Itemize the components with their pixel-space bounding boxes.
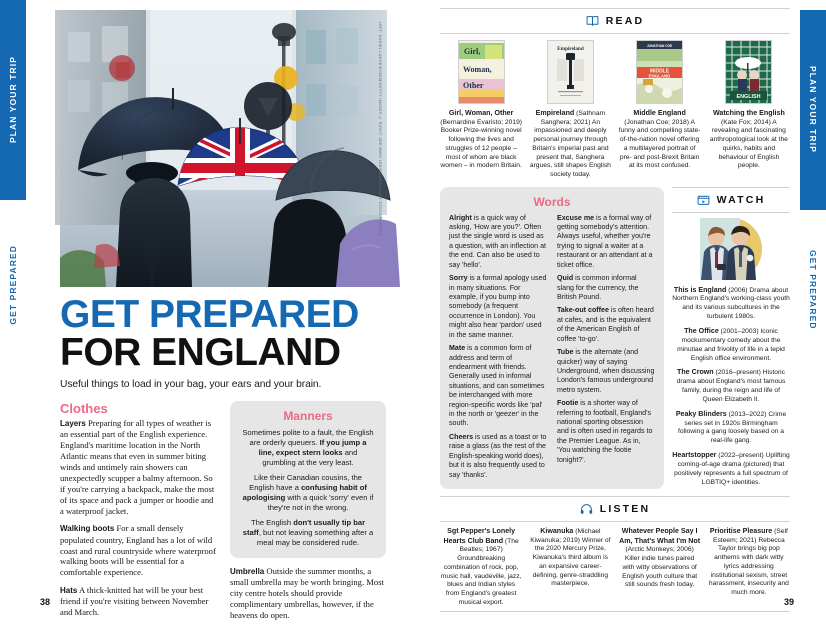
watch-text: (2022–present) Uplifting coming-of-age drama (pictured) that positively represents a full spectrum of LGBTIQ+ identities. <box>674 452 790 486</box>
book-title: Middle England <box>633 109 686 117</box>
book-text: (Sathnam Sanghera; 2021) An impassioned and deeply personal journey through Britain's imperial past and present that, Sanghera argues, still shapes English society today. <box>529 110 611 178</box>
watch-title: The Crown <box>676 368 714 377</box>
watch-text: (2013–2022) Crime series set in 1920s Birmingham following a gang loosely based on a real-life gang. <box>678 410 787 445</box>
watch-title: The Office <box>684 327 719 335</box>
album-item[interactable] <box>440 527 522 607</box>
album-text: (Self Esteem; 2021) Rebecca Taylor brings big pop anthems with dark witty lyrics addressing institutional sexism, street harassment, insecurity and much more. <box>708 528 789 596</box>
watch-title: Peaky Blinders <box>675 409 727 418</box>
album-title: Sgt Pepper's Lonely Hearts Club Band <box>443 527 516 545</box>
word-entry <box>449 433 547 480</box>
word-term: Sorry <box>449 274 468 283</box>
divider <box>672 212 790 213</box>
hero-photo-umbrellas <box>60 10 382 287</box>
tab-plan-your-trip-right-label: PLAN YOUR TRIP <box>808 66 818 154</box>
words-heading: Words <box>533 194 571 209</box>
book-title: Girl, Woman, Other <box>448 109 514 117</box>
album-caption <box>619 527 701 590</box>
word-text: is a quick way of asking, 'How are you?'. Often just the single word is used as a question, with an inflection at the end. Can also be used to say 'hello'. <box>449 213 547 269</box>
clothes-term: Hats <box>60 586 78 596</box>
open-book-icon <box>586 15 599 27</box>
umbrella-item <box>230 566 386 621</box>
video-player-icon <box>697 194 710 206</box>
word-entry <box>449 214 547 271</box>
clothes-heading: Clothes <box>60 401 108 417</box>
word-term: Alright <box>449 213 472 222</box>
book-text: (Jonathan Coe; 2018) A funny and compelling state-of-the-nation novel offering a multilayered portrait of pre- and post-Brexit Britain at its most confused. <box>618 118 701 170</box>
manners-text-bold: If you jump a line, expect stern looks <box>258 438 367 458</box>
clothes-term: Walking boots <box>60 524 115 534</box>
word-entry <box>449 274 547 340</box>
page-number-left: 38 <box>40 597 51 607</box>
clothes-item <box>60 523 216 578</box>
photo-credit: LEFT: DANIEL LANGE/EYEEM/GETTY IMAGES © RIGHT: SEE-MING LEE/FLICKR/ALAMY STOCK PHOTO © <box>378 22 382 238</box>
words-panel <box>440 187 664 489</box>
book-text: (Kate Fox; 2014) A revealing and fascinating anthropological look at the quirks, habits and behaviour of English people. <box>709 118 788 170</box>
read-book-list <box>440 34 790 180</box>
hero-photo-wrap <box>38 10 386 287</box>
watch-text: (2001–2003) Iconic mockumentary comedy about the minutiae and frivolity of life in a tepid English office environment. <box>677 328 785 362</box>
album-text: (Arctic Monkeys; 2006) Killer indie tunes paired with witty observations of English youth culture that still sounds fresh today. <box>622 546 698 589</box>
word-text: is used as a toast or to raise a glass (as the rest of the English-speaking world does), but it is also frequently used to say 'thanks'. <box>449 432 547 479</box>
book-caption <box>619 109 701 171</box>
word-term: Take-out coffee <box>557 306 609 315</box>
words-column-right <box>557 214 655 480</box>
words-columns <box>449 214 655 480</box>
section-title-read: READ <box>605 15 645 27</box>
watch-text: (2016–present) Historic drama about England's most famous family, during the reign and life of Queen Elizabeth II. <box>676 369 786 403</box>
manners-panel <box>230 401 386 558</box>
album-caption <box>529 527 611 589</box>
manners-paragraph <box>241 518 375 548</box>
clothes-item <box>60 418 216 516</box>
word-term: Quid <box>557 274 574 283</box>
umbrella-body <box>230 566 386 621</box>
words-column-left <box>449 214 547 480</box>
watch-title: This is England <box>673 285 727 294</box>
word-term: Mate <box>449 344 466 353</box>
word-entry <box>449 344 547 429</box>
clothes-text: Preparing for all types of weather is an essential part of the English experience. England's maritime location in the North Atlantic means that even in summer biting winds and untimely rain showers can unexpectedly scupper a balmy afternoon. So if you're carrying a backpack, make the most of its space and pack a jumper or hoodie and a waterproof jacket. <box>60 418 215 516</box>
girl-woman-other-cover <box>458 40 505 104</box>
manners-text-bold: don't usually tip bar staff <box>242 518 366 538</box>
word-text: is a shorter way of referring to football, England's national sporting obsession and is often used in regards to the Premier League. As in, 'You watching the footie tonight?'. <box>557 399 653 464</box>
section-title-watch: WATCH <box>716 193 766 206</box>
right-edge-tabs <box>800 0 826 615</box>
word-entry <box>557 399 655 465</box>
word-text: is a formal way of getting somebody's attention. Always useful, whether you're trying to signal a waiter at a restaurant or an attendant at a ticket office. <box>557 213 653 269</box>
headphones-icon <box>580 503 593 515</box>
watch-entry <box>672 368 790 404</box>
watch-entry <box>672 327 790 363</box>
headline-line-1: GET PREPARED <box>60 293 359 336</box>
book-caption <box>708 109 790 171</box>
headline-line-2: FOR ENGLAND <box>60 331 341 375</box>
clothes-text: A thick-knitted hat will be your best friend if you're visiting between November and March. <box>60 585 209 618</box>
album-item[interactable] <box>529 527 611 607</box>
tab-plan-your-trip-right[interactable] <box>800 10 826 210</box>
svg-text:MIDDLE: MIDDLE <box>650 68 670 75</box>
tab-get-prepared-right[interactable] <box>800 210 826 370</box>
clothes-item <box>60 585 216 618</box>
manners-text-pre: The English <box>250 518 294 528</box>
right-page <box>426 0 800 615</box>
manners-paragraph <box>241 473 375 513</box>
standfirst: Useful things to load in your bag, your ears and your brain. <box>60 379 322 391</box>
watch-entry <box>672 410 790 446</box>
left-page <box>26 0 400 621</box>
heartstopper-still <box>700 218 762 280</box>
word-text: is a common form of address and term of endearment with friends. Generally used in informal situations, and can sometimes be interchanged with more region-specific words like 'pal' in the north or 'geezer' in the south. <box>449 344 545 428</box>
listen-section <box>440 496 790 612</box>
clothes-body <box>60 418 216 618</box>
book-item[interactable] <box>529 40 611 180</box>
section-header-listen <box>440 497 790 521</box>
word-text: is often heard at cafes, and is the equivalent of the American English of coffee 'to-go'. <box>557 306 654 343</box>
svg-text:Other: Other <box>462 81 484 90</box>
clothes-text: For a small densely populated country, England has a lot of wild coast and rural countryside where waterproof walking boots will be essential for a comfortable experience. <box>60 523 216 578</box>
word-text: is common informal slang for the currency, the British Pound. <box>557 274 639 301</box>
word-entry <box>557 348 655 395</box>
album-caption <box>708 527 790 598</box>
section-title-listen: LISTEN <box>599 503 651 516</box>
page-title <box>60 293 386 375</box>
watch-column <box>672 187 790 489</box>
watching-the-english-cover <box>725 40 772 104</box>
book-caption <box>529 109 611 180</box>
book-item[interactable] <box>619 40 701 180</box>
manners-text-pre: Like their Canadian cousins, the English have a <box>249 473 363 493</box>
svg-text:ENGLISH: ENGLISH <box>736 94 761 100</box>
listen-album-list <box>440 522 790 607</box>
page-number-right: 39 <box>783 597 794 607</box>
words-and-watch-row <box>440 187 790 489</box>
middle-england-cover <box>636 40 683 104</box>
tab-get-prepared-left-label: GET PREPARED <box>8 245 18 325</box>
word-entry <box>557 214 655 271</box>
tab-plan-your-trip-left-label: PLAN YOUR TRIP <box>8 56 18 144</box>
section-header-watch <box>672 188 790 212</box>
album-item[interactable] <box>708 527 790 607</box>
section-header-read <box>440 9 790 33</box>
watch-title: Heartstopper <box>672 451 717 460</box>
svg-text:Girl,: Girl, <box>463 47 480 56</box>
clothes-column <box>60 401 216 628</box>
svg-text:ENGLAND: ENGLAND <box>648 73 671 79</box>
book-title: Empireland <box>535 109 575 117</box>
manners-heading: Manners <box>283 409 333 424</box>
album-title: Prioritise Pleasure <box>709 527 773 536</box>
word-entry <box>557 274 655 302</box>
manners-column <box>230 401 386 628</box>
watch-entry <box>672 451 790 487</box>
umbrella-term: Umbrella <box>230 567 265 577</box>
album-item[interactable] <box>619 527 701 607</box>
svg-text:Empireland: Empireland <box>557 46 584 52</box>
word-term: Cheers <box>449 432 474 441</box>
svg-text:JONATHAN COE: JONATHAN COE <box>646 43 673 48</box>
word-text: is a formal apology used in many situations. For example, if you bump into somebody (a frequent occurrence in London). You might also hear 'pardon' used in the same manner. <box>449 274 547 339</box>
tab-plan-your-trip-left[interactable] <box>0 0 26 200</box>
book-item[interactable] <box>708 40 790 180</box>
empireland-cover <box>547 40 594 104</box>
word-entry <box>557 306 655 344</box>
book-title: Watching the English <box>712 109 785 117</box>
tab-get-prepared-left[interactable] <box>0 200 26 370</box>
left-edge-tabs <box>0 0 26 615</box>
album-title: Whatever People Say I Am, That's What I'm Not <box>619 527 701 545</box>
watch-text: (2006) Drama about Northern England's working-class youth and its various subcultures in the turbulent 1980s. <box>672 286 790 321</box>
book-item[interactable] <box>440 40 522 180</box>
watch-entry <box>672 286 790 322</box>
album-text: (Michael Kiwanuka; 2019) Winner of the 2020 Mercury Prize, Kiwanuka's third album is an expansive career-defining, genre-straddling masterpiece. <box>530 528 611 588</box>
book-caption <box>440 109 522 171</box>
manners-text-bold: confusing habit of apologising <box>242 483 367 503</box>
tab-get-prepared-right-label: GET PREPARED <box>808 250 818 330</box>
album-caption <box>440 527 522 607</box>
manners-text-pre: Sometimes polite to a fault, the English are orderly queuers. <box>242 428 374 448</box>
umbrella-text: Outside the summer months, a small umbrella may be worth bringing. Most city centre hotels should provide complimentary umbrellas, however, if the heavens do open. <box>230 566 384 621</box>
word-text: is the alternate (and quicker) way of saying Underground, when discussing London's famous underground metro system. <box>557 348 655 394</box>
manners-text-post: , but not leaving something after a meal may be considered rude. <box>256 528 374 548</box>
word-term: Tube <box>557 348 574 357</box>
manners-text-post: and grumbling at the very least. <box>262 448 358 468</box>
album-title: Kiwanuka <box>540 527 574 536</box>
spread-gutter <box>400 0 426 615</box>
left-body-columns <box>60 401 386 628</box>
manners-paragraph <box>241 428 375 468</box>
svg-text:Woman,: Woman, <box>462 65 492 74</box>
word-term: Footie <box>557 399 579 408</box>
word-term: Excuse me <box>557 213 595 222</box>
manners-text-post: with a quick 'sorry' even if they're not in the wrong. <box>267 493 374 513</box>
book-text: (Bernardine Evaristo; 2019) Booker Prize-winning novel following the lives and struggles of 12 people – most of whom are black women – in modern Britain. <box>440 118 523 170</box>
album-text: (The Beatles; 1967) Groundbreaking combination of rock, pop, music hall, vaudeville, jazz, blues and Indian styles from England's greatest musical export. <box>440 537 522 606</box>
divider <box>440 611 790 612</box>
clothes-term: Layers <box>60 419 86 429</box>
